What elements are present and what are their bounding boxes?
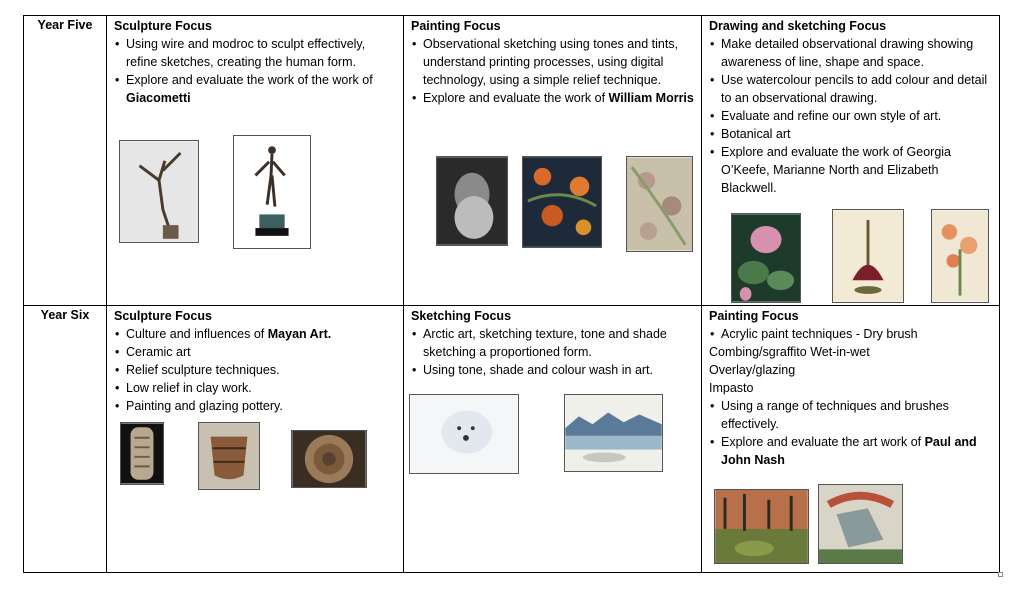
curriculum-table bbox=[23, 15, 1000, 573]
y6-sketching-cell bbox=[404, 306, 702, 573]
bullet-item: • Use watercolour pencils to add colour and detail to an observational drawing. bbox=[721, 71, 993, 107]
giacometti-figure-two-image bbox=[233, 135, 311, 249]
y6-sculpture-cell bbox=[107, 306, 404, 573]
y6-painting-cell bbox=[702, 306, 1000, 573]
william-morris-portrait-image bbox=[436, 156, 508, 246]
bullet-item: • Arctic art, sketching texture, tone and shade sketching a proportioned form. bbox=[423, 325, 695, 361]
bullet-item: • Using a range of techniques and brushes effectively. bbox=[721, 397, 993, 433]
bullet-item: • Using wire and modroc to sculpt effectively, refine sketches, creating the human form. bbox=[126, 35, 397, 71]
polar-bear-sketch-image bbox=[409, 394, 519, 474]
bullet-item: • Acrylic paint techniques - Dry brush bbox=[721, 325, 993, 343]
bullet-item: • Evaluate and refine our own style of art. bbox=[721, 107, 993, 125]
section-heading: Sculpture Focus bbox=[114, 309, 212, 323]
technique-line: Impasto bbox=[709, 381, 754, 395]
bullet-item: • Using tone, shade and colour wash in art. bbox=[423, 361, 695, 379]
bullet-item: • Painting and glazing pottery. bbox=[126, 397, 397, 415]
arctic-landscape-sketch-image bbox=[564, 394, 663, 472]
bullet-item: • Explore and evaluate the work of William Morris bbox=[423, 89, 695, 107]
bullet-item: • Explore and evaluate the work of Georgia O’Keefe, Marianne North and Elizabeth Blackwell. bbox=[721, 143, 993, 197]
morris-floral-print-dark-image bbox=[522, 156, 602, 248]
year-label: Year Six bbox=[40, 308, 90, 322]
year-label-cell bbox=[24, 306, 107, 573]
row-year-five bbox=[24, 16, 1000, 306]
bullet-item: • Botanical art bbox=[721, 125, 993, 143]
bullet-item: • Culture and influences of Mayan Art. bbox=[126, 325, 397, 343]
botanical-amaryllis-image bbox=[931, 209, 989, 303]
table-resize-handle[interactable] bbox=[998, 572, 1003, 577]
year-label: Year Five bbox=[37, 18, 93, 32]
y5-drawing-cell bbox=[702, 16, 1000, 306]
bullet-item: • Explore and evaluate the work of the work of Giacometti bbox=[126, 71, 397, 107]
giacometti-figure-one-image bbox=[119, 140, 199, 243]
section-heading: Drawing and sketching Focus bbox=[709, 19, 887, 33]
section-heading: Sculpture Focus bbox=[114, 19, 212, 33]
bullet-item: • Explore and evaluate the art work of Paul and John Nash bbox=[721, 433, 993, 469]
nash-rock-painting-image bbox=[818, 484, 903, 564]
bullet-item: • Ceramic art bbox=[126, 343, 397, 361]
bullet-item: • Observational sketching using tones and tints, understand printing processes, using digital technology, using a simple relief technique. bbox=[423, 35, 695, 89]
nash-landscape-painting-image bbox=[714, 489, 809, 564]
morris-floral-print-light-image bbox=[626, 156, 693, 252]
section-heading: Painting Focus bbox=[709, 309, 799, 323]
bullet-item: • Make detailed observational drawing showing awareness of line, shape and space. bbox=[721, 35, 993, 71]
mayan-stela-image bbox=[120, 422, 164, 485]
y5-painting-cell bbox=[404, 16, 702, 306]
mayan-calendar-stone-image bbox=[291, 430, 367, 488]
bullet-item: • Relief sculpture techniques. bbox=[126, 361, 397, 379]
botanical-lotus-image bbox=[731, 213, 801, 303]
year-label-cell bbox=[24, 16, 107, 306]
row-year-six bbox=[24, 306, 1000, 573]
y5-sculpture-cell bbox=[107, 16, 404, 306]
technique-line: Combing/sgraffito Wet-in-wet bbox=[709, 345, 870, 359]
technique-line: Overlay/glazing bbox=[709, 363, 796, 377]
bullet-item: • Low relief in clay work. bbox=[126, 379, 397, 397]
mayan-ceramic-pot-image bbox=[198, 422, 260, 490]
botanical-lily-image bbox=[832, 209, 904, 303]
section-heading: Painting Focus bbox=[411, 19, 501, 33]
section-heading: Sketching Focus bbox=[411, 309, 512, 323]
